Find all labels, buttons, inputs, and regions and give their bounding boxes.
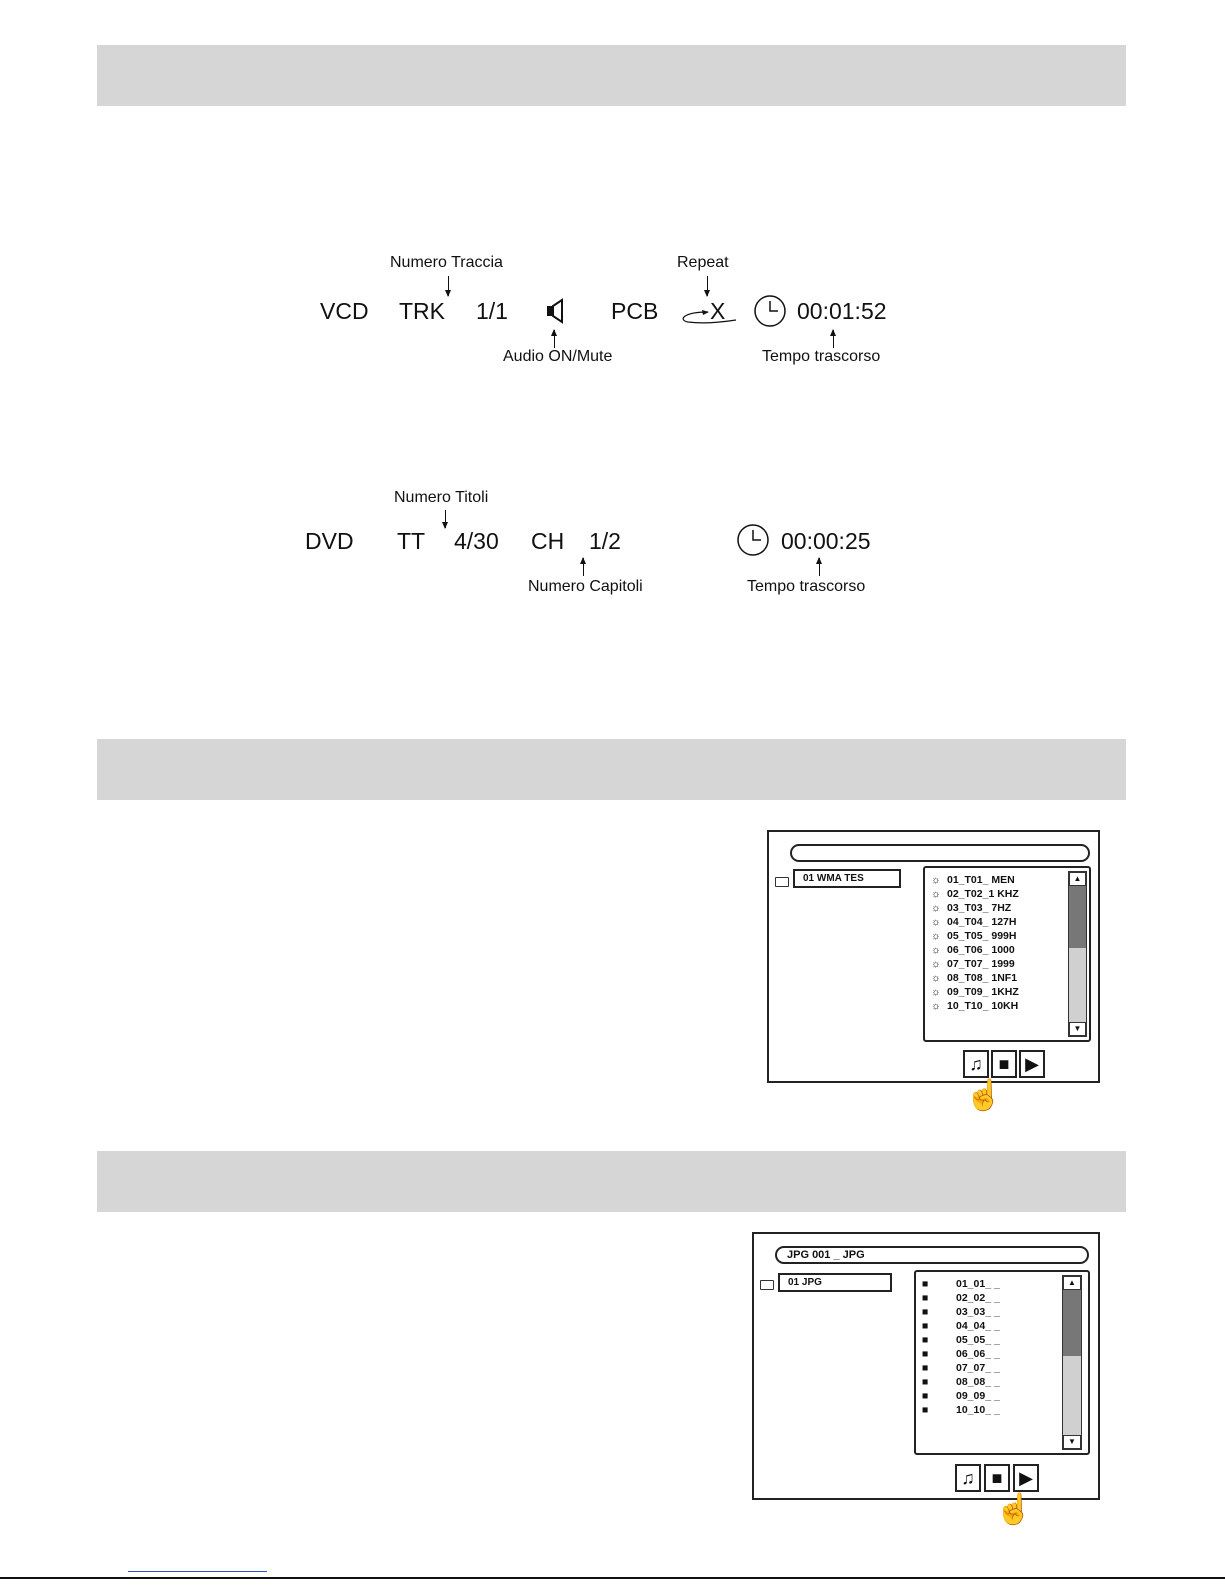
track-value: 1/1 bbox=[476, 298, 508, 324]
section-header-band bbox=[97, 1151, 1126, 1212]
arrow bbox=[445, 510, 446, 528]
photo-file-icon: ■ bbox=[922, 1362, 929, 1374]
list-item[interactable] bbox=[931, 1000, 1018, 1013]
track-label: TRK bbox=[399, 298, 445, 324]
arrow bbox=[707, 276, 708, 296]
list-item[interactable] bbox=[931, 902, 1011, 915]
title-label: TT bbox=[397, 528, 426, 554]
speaker-icon bbox=[545, 298, 567, 329]
photo-file-icon: ■ bbox=[922, 1348, 929, 1360]
path-bar: JPG 001 _ JPG bbox=[775, 1246, 1089, 1264]
photo-browser-screen bbox=[752, 1232, 1100, 1500]
music-file-icon: ☼ bbox=[931, 972, 941, 984]
list-item-label: 04_T04_ 127H bbox=[947, 916, 1017, 928]
footer-rule bbox=[0, 1577, 1225, 1579]
list-item-label: 07_07_ _ bbox=[956, 1362, 1000, 1374]
photo-file-icon: ■ bbox=[922, 1278, 929, 1290]
arrow bbox=[448, 276, 449, 296]
footer-link-underline bbox=[128, 1571, 267, 1572]
list-item-label: 06_06_ _ bbox=[956, 1348, 1000, 1360]
elapsed-time: 00:01:52 bbox=[797, 298, 887, 324]
list-item[interactable] bbox=[931, 944, 1015, 957]
folder-icon bbox=[775, 877, 789, 887]
photo-file-icon: ■ bbox=[922, 1334, 929, 1346]
list-item-label: 06_T06_ 1000 bbox=[947, 944, 1015, 956]
music-file-icon: ☼ bbox=[931, 902, 941, 914]
photo-file-icon: ■ bbox=[922, 1376, 929, 1388]
photo-file-icon: ■ bbox=[922, 1320, 929, 1332]
repeat-value: X bbox=[710, 298, 726, 324]
disc-type: VCD bbox=[320, 298, 369, 324]
clock-icon bbox=[753, 294, 787, 333]
list-item-label: 07_T07_ 1999 bbox=[947, 958, 1015, 970]
scrollbar[interactable] bbox=[1062, 1275, 1082, 1450]
list-item-label: 01_T01_ MEN bbox=[947, 874, 1015, 886]
callout-elapsed: Tempo trascorso bbox=[747, 578, 866, 595]
music-file-icon: ☼ bbox=[931, 944, 941, 956]
arrow bbox=[554, 330, 555, 348]
list-item-label: 03_T03_ 7HZ bbox=[947, 902, 1012, 914]
folder-item[interactable]: 01 WMA TES bbox=[793, 869, 901, 888]
music-icon[interactable]: ♫ bbox=[963, 1050, 989, 1078]
elapsed-time: 00:00:25 bbox=[781, 528, 871, 554]
photo-file-icon: ■ bbox=[922, 1306, 929, 1318]
list-item[interactable] bbox=[922, 1278, 1000, 1291]
list-item[interactable] bbox=[922, 1306, 1000, 1319]
list-item[interactable] bbox=[931, 958, 1015, 971]
pcb-label: PCB bbox=[611, 298, 659, 324]
list-item-label: 05_05_ _ bbox=[956, 1334, 1000, 1346]
list-item[interactable] bbox=[931, 972, 1017, 985]
list-item[interactable] bbox=[931, 888, 1019, 901]
arrow bbox=[833, 330, 834, 348]
list-item[interactable] bbox=[931, 930, 1016, 943]
scroll-up-button[interactable]: ▲ bbox=[1069, 872, 1086, 886]
music-file-icon: ☼ bbox=[931, 1000, 941, 1012]
list-item[interactable] bbox=[922, 1348, 1000, 1361]
callout-elapsed: Tempo trascorso bbox=[762, 348, 881, 365]
list-item[interactable] bbox=[922, 1390, 1000, 1403]
list-item-label: 10_T10_ 10KH bbox=[947, 1000, 1019, 1012]
chapter-label: CH bbox=[531, 528, 565, 554]
chapter-value: 1/2 bbox=[589, 528, 621, 554]
scroll-down-button[interactable]: ▼ bbox=[1063, 1435, 1081, 1449]
disc-type: DVD bbox=[305, 528, 354, 554]
list-item-label: 04_04_ _ bbox=[956, 1320, 1000, 1332]
list-item[interactable] bbox=[922, 1404, 1000, 1417]
music-file-icon: ☼ bbox=[931, 958, 941, 970]
folder-icon bbox=[760, 1280, 774, 1290]
scroll-thumb[interactable] bbox=[1069, 886, 1086, 948]
music-file-icon: ☼ bbox=[931, 888, 941, 900]
photo-file-icon: ■ bbox=[922, 1404, 929, 1416]
callout-title-number: Numero Titoli bbox=[394, 489, 489, 506]
list-item-label: 09_T09_ 1KHZ bbox=[947, 986, 1019, 998]
list-item-label: 03_03_ _ bbox=[956, 1306, 1000, 1318]
callout-audio: Audio ON/Mute bbox=[503, 348, 613, 365]
list-item-label: 09_09_ _ bbox=[956, 1390, 1000, 1402]
list-item[interactable] bbox=[922, 1292, 1000, 1305]
photo-icon[interactable]: ■ bbox=[984, 1464, 1010, 1492]
music-file-icon: ☼ bbox=[931, 874, 941, 886]
photo-icon[interactable]: ■ bbox=[991, 1050, 1017, 1078]
scroll-down-button[interactable]: ▼ bbox=[1069, 1022, 1086, 1036]
list-item-label: 10_10_ _ bbox=[956, 1404, 1000, 1416]
music-file-icon: ☼ bbox=[931, 986, 941, 998]
music-browser-screen bbox=[767, 830, 1100, 1083]
scroll-up-button[interactable]: ▲ bbox=[1063, 1276, 1081, 1290]
list-item-label: 01_01_ _ bbox=[956, 1278, 1000, 1290]
list-item-label: 08_T08_ 1NF1 bbox=[947, 972, 1018, 984]
play-icon[interactable]: ▶ bbox=[1019, 1050, 1045, 1078]
music-file-icon: ☼ bbox=[931, 916, 941, 928]
list-item-label: 08_08_ _ bbox=[956, 1376, 1000, 1388]
hand-pointer-icon: ☝ bbox=[995, 1493, 1033, 1526]
callout-chapter-number: Numero Capitoli bbox=[528, 578, 643, 595]
callout-track-number: Numero Traccia bbox=[390, 254, 503, 271]
music-file-icon: ☼ bbox=[931, 930, 941, 942]
arrow bbox=[583, 558, 584, 576]
hand-pointer-icon: ☝ bbox=[965, 1079, 1003, 1112]
list-item[interactable] bbox=[931, 874, 1015, 887]
callout-repeat: Repeat bbox=[677, 254, 729, 271]
photo-file-icon: ■ bbox=[922, 1292, 929, 1304]
repeat-icon bbox=[678, 300, 738, 331]
list-item-label: 02_T02_1 KHZ bbox=[947, 888, 1019, 900]
play-icon[interactable]: ▶ bbox=[1013, 1464, 1039, 1492]
section-header-band bbox=[97, 739, 1126, 800]
path-bar bbox=[790, 844, 1090, 862]
list-item-label: 02_02_ _ bbox=[956, 1292, 1000, 1304]
photo-file-icon: ■ bbox=[922, 1390, 929, 1402]
list-item[interactable] bbox=[922, 1362, 1000, 1375]
scrollbar[interactable] bbox=[1068, 871, 1087, 1037]
list-item[interactable] bbox=[931, 916, 1016, 929]
folder-item[interactable]: 01 JPG bbox=[778, 1273, 892, 1292]
file-list bbox=[914, 1270, 1090, 1455]
arrow bbox=[819, 558, 820, 576]
list-item-label: 05_T05_ 999H bbox=[947, 930, 1017, 942]
music-icon[interactable]: ♫ bbox=[955, 1464, 981, 1492]
scroll-thumb[interactable] bbox=[1063, 1290, 1081, 1356]
section-header-band bbox=[97, 45, 1126, 106]
list-item[interactable] bbox=[931, 986, 1019, 999]
list-item[interactable] bbox=[922, 1320, 1000, 1333]
list-item[interactable] bbox=[922, 1376, 1000, 1389]
title-value: 4/30 bbox=[454, 528, 499, 554]
file-list bbox=[923, 866, 1091, 1042]
list-item[interactable] bbox=[922, 1334, 1000, 1347]
clock-icon bbox=[736, 523, 770, 562]
